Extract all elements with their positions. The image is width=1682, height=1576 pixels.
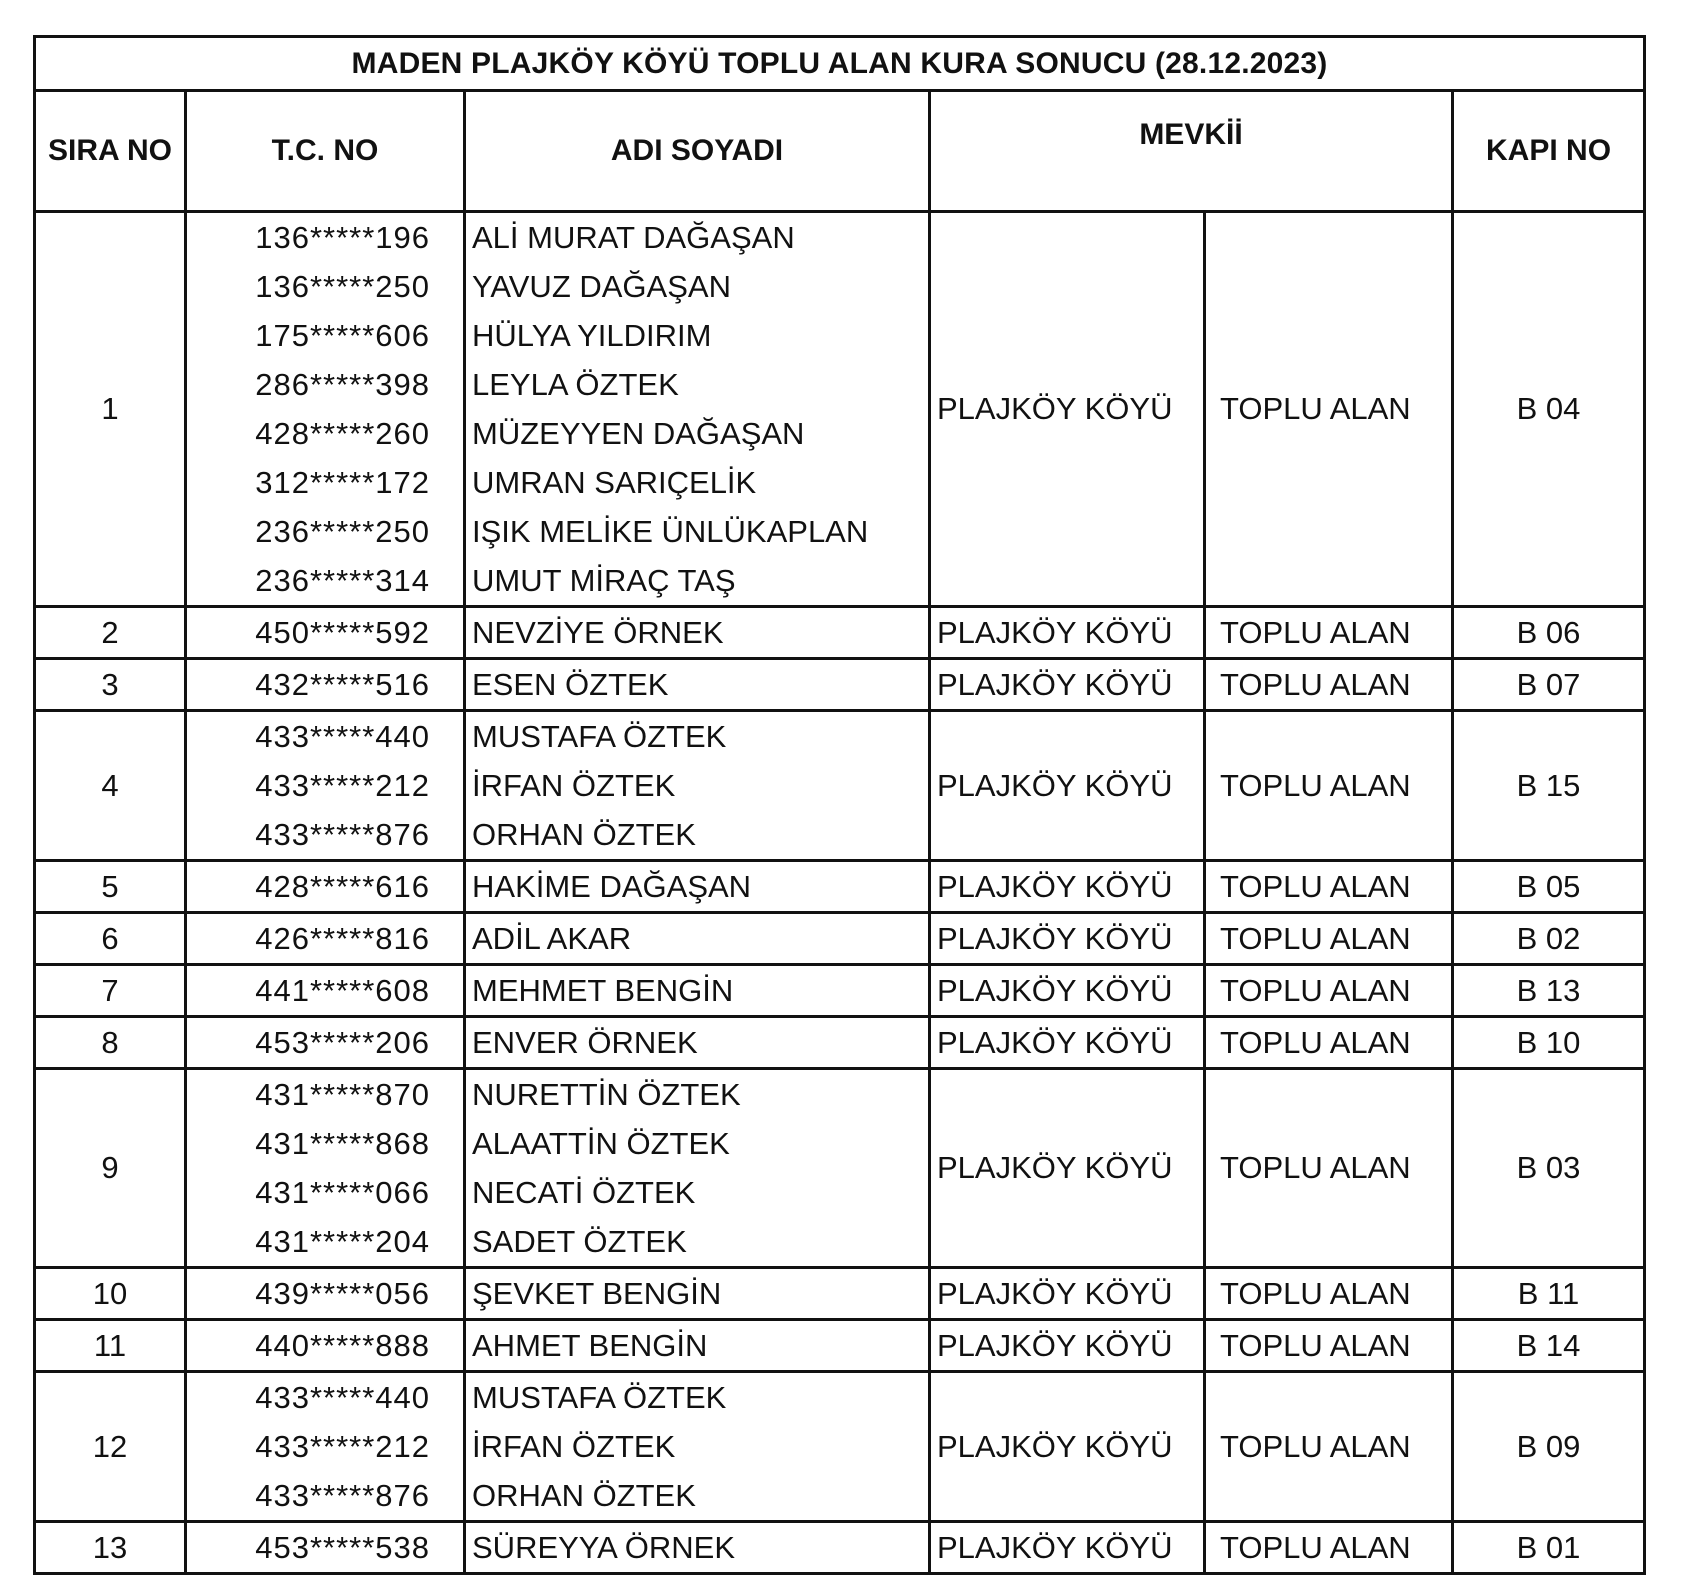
- person-name: ESEN ÖZTEK: [472, 667, 669, 702]
- mevkii-village-cell: PLAJKÖY KÖYÜ: [930, 1017, 1205, 1069]
- name-cell: [465, 1069, 930, 1268]
- tc-no-value: 432*****516: [255, 667, 430, 702]
- person-name: ADİL AKAR: [472, 921, 632, 956]
- tc-no-cell: [186, 659, 465, 711]
- tc-no-value: 136*****196: [255, 220, 430, 255]
- mevkii-village-cell: PLAJKÖY KÖYÜ: [930, 212, 1205, 607]
- person-name: ALAATTİN ÖZTEK: [472, 1126, 730, 1161]
- table-row: [35, 1069, 1645, 1268]
- tc-no-value: 433*****876: [255, 1478, 430, 1513]
- person-name: ALİ MURAT DAĞAŞAN: [472, 220, 795, 255]
- person-name: NECATİ ÖZTEK: [472, 1175, 696, 1210]
- sira-no-cell: 5: [35, 861, 186, 913]
- name-cell: [465, 1320, 930, 1372]
- person-name: ŞEVKET BENGİN: [472, 1276, 722, 1311]
- results-table: [33, 35, 1646, 1575]
- person-name: LEYLA ÖZTEK: [472, 367, 679, 402]
- header-adi-soyadi: ADI SOYADI: [465, 91, 930, 212]
- kapi-no-cell: B 15: [1453, 711, 1645, 861]
- table-row: [35, 212, 1645, 607]
- header-sira-no: SIRA NO: [35, 91, 186, 212]
- sira-no-cell: 1: [35, 212, 186, 607]
- sira-no-cell: 9: [35, 1069, 186, 1268]
- mevkii-area-cell: TOPLU ALAN: [1205, 1372, 1453, 1522]
- person-name: AHMET BENGİN: [472, 1328, 708, 1363]
- tc-no-cell: [186, 212, 465, 607]
- tc-no-cell: [186, 1320, 465, 1372]
- mevkii-area-cell: TOPLU ALAN: [1205, 711, 1453, 861]
- person-name: ORHAN ÖZTEK: [472, 817, 696, 852]
- name-cell: [465, 1372, 930, 1522]
- mevkii-village-cell: PLAJKÖY KÖYÜ: [930, 607, 1205, 659]
- kapi-no-cell: B 02: [1453, 913, 1645, 965]
- name-cell: [465, 659, 930, 711]
- mevkii-area-cell: TOPLU ALAN: [1205, 861, 1453, 913]
- tc-no-value: 433*****440: [255, 719, 430, 754]
- sira-no-cell: 7: [35, 965, 186, 1017]
- kapi-no-cell: B 05: [1453, 861, 1645, 913]
- mevkii-village-cell: PLAJKÖY KÖYÜ: [930, 659, 1205, 711]
- kapi-no-cell: B 11: [1453, 1268, 1645, 1320]
- mevkii-area-cell: TOPLU ALAN: [1205, 1522, 1453, 1574]
- mevkii-area-cell: TOPLU ALAN: [1205, 1320, 1453, 1372]
- name-cell: [465, 861, 930, 913]
- table-row: [35, 965, 1645, 1017]
- header-mevkii: MEVKİİ: [930, 91, 1453, 212]
- kapi-no-cell: B 03: [1453, 1069, 1645, 1268]
- tc-no-value: 431*****066: [255, 1175, 430, 1210]
- tc-no-cell: [186, 711, 465, 861]
- mevkii-village-cell: PLAJKÖY KÖYÜ: [930, 1320, 1205, 1372]
- person-name: IŞIK MELİKE ÜNLÜKAPLAN: [472, 514, 869, 549]
- tc-no-cell: [186, 861, 465, 913]
- person-name: YAVUZ DAĞAŞAN: [472, 269, 731, 304]
- tc-no-value: 428*****616: [255, 869, 430, 904]
- table-row: [35, 1017, 1645, 1069]
- person-name: ORHAN ÖZTEK: [472, 1478, 696, 1513]
- tc-no-cell: [186, 1372, 465, 1522]
- tc-no-value: 453*****538: [255, 1530, 430, 1565]
- tc-no-value: 431*****868: [255, 1126, 430, 1161]
- mevkii-area-cell: TOPLU ALAN: [1205, 607, 1453, 659]
- person-name: HAKİME DAĞAŞAN: [472, 869, 752, 904]
- kapi-no-cell: B 06: [1453, 607, 1645, 659]
- mevkii-area-cell: TOPLU ALAN: [1205, 913, 1453, 965]
- tc-no-value: 431*****204: [255, 1224, 430, 1259]
- tc-no-cell: [186, 1268, 465, 1320]
- header-kapi-no: KAPI NO: [1453, 91, 1645, 212]
- tc-no-value: 428*****260: [255, 416, 430, 451]
- tc-no-cell: [186, 1069, 465, 1268]
- kapi-no-cell: B 04: [1453, 212, 1645, 607]
- tc-no-cell: [186, 1522, 465, 1574]
- name-cell: [465, 1268, 930, 1320]
- table-row: [35, 607, 1645, 659]
- mevkii-village-cell: PLAJKÖY KÖYÜ: [930, 1268, 1205, 1320]
- sira-no-cell: 8: [35, 1017, 186, 1069]
- person-name: SADET ÖZTEK: [472, 1224, 687, 1259]
- mevkii-village-cell: PLAJKÖY KÖYÜ: [930, 913, 1205, 965]
- tc-no-value: 440*****888: [255, 1328, 430, 1363]
- tc-no-cell: [186, 965, 465, 1017]
- person-name: MEHMET BENGİN: [472, 973, 734, 1008]
- tc-no-value: 433*****212: [255, 768, 430, 803]
- sira-no-cell: 12: [35, 1372, 186, 1522]
- person-name: İRFAN ÖZTEK: [472, 768, 676, 803]
- mevkii-village-cell: PLAJKÖY KÖYÜ: [930, 861, 1205, 913]
- tc-no-value: 312*****172: [255, 465, 430, 500]
- tc-no-value: 433*****440: [255, 1380, 430, 1415]
- tc-no-value: 236*****250: [255, 514, 430, 549]
- lottery-results-sheet: [33, 35, 1643, 1575]
- name-cell: [465, 1522, 930, 1574]
- sira-no-cell: 2: [35, 607, 186, 659]
- person-name: NEVZİYE ÖRNEK: [472, 615, 724, 650]
- kapi-no-cell: B 14: [1453, 1320, 1645, 1372]
- table-row: [35, 1522, 1645, 1574]
- tc-no-value: 236*****314: [255, 563, 430, 598]
- tc-no-value: 286*****398: [255, 367, 430, 402]
- person-name: NURETTİN ÖZTEK: [472, 1077, 741, 1112]
- tc-no-cell: [186, 1017, 465, 1069]
- person-name: MUSTAFA ÖZTEK: [472, 1380, 727, 1415]
- mevkii-area-cell: TOPLU ALAN: [1205, 1017, 1453, 1069]
- name-cell: [465, 711, 930, 861]
- kapi-no-cell: B 13: [1453, 965, 1645, 1017]
- name-cell: [465, 913, 930, 965]
- kapi-no-cell: B 07: [1453, 659, 1645, 711]
- table-row: [35, 659, 1645, 711]
- tc-no-value: 453*****206: [255, 1025, 430, 1060]
- person-name: UMUT MİRAÇ TAŞ: [472, 563, 736, 598]
- sira-no-cell: 13: [35, 1522, 186, 1574]
- table-row: [35, 1268, 1645, 1320]
- person-name: İRFAN ÖZTEK: [472, 1429, 676, 1464]
- mevkii-area-cell: TOPLU ALAN: [1205, 659, 1453, 711]
- kapi-no-cell: B 01: [1453, 1522, 1645, 1574]
- mevkii-area-cell: TOPLU ALAN: [1205, 212, 1453, 607]
- mevkii-village-cell: PLAJKÖY KÖYÜ: [930, 711, 1205, 861]
- tc-no-value: 433*****876: [255, 817, 430, 852]
- sira-no-cell: 10: [35, 1268, 186, 1320]
- tc-no-value: 441*****608: [255, 973, 430, 1008]
- table-row: [35, 1320, 1645, 1372]
- kapi-no-cell: B 09: [1453, 1372, 1645, 1522]
- mevkii-village-cell: PLAJKÖY KÖYÜ: [930, 1522, 1205, 1574]
- tc-no-cell: [186, 913, 465, 965]
- results-body: [35, 212, 1645, 1574]
- tc-no-value: 450*****592: [255, 615, 430, 650]
- person-name: MUSTAFA ÖZTEK: [472, 719, 727, 754]
- tc-no-value: 439*****056: [255, 1276, 430, 1311]
- tc-no-value: 175*****606: [255, 318, 430, 353]
- mevkii-village-cell: PLAJKÖY KÖYÜ: [930, 965, 1205, 1017]
- table-row: [35, 861, 1645, 913]
- tc-no-cell: [186, 607, 465, 659]
- tc-no-value: 431*****870: [255, 1077, 430, 1112]
- person-name: SÜREYYA ÖRNEK: [472, 1530, 736, 1565]
- person-name: ENVER ÖRNEK: [472, 1025, 698, 1060]
- name-cell: [465, 1017, 930, 1069]
- tc-no-value: 136*****250: [255, 269, 430, 304]
- table-row: [35, 1372, 1645, 1522]
- name-cell: [465, 607, 930, 659]
- header-tc-no: T.C. NO: [186, 91, 465, 212]
- name-cell: [465, 965, 930, 1017]
- document-title: MADEN PLAJKÖY KÖYÜ TOPLU ALAN KURA SONUCU (28.12.2023): [35, 37, 1645, 91]
- person-name: HÜLYA YILDIRIM: [472, 318, 712, 353]
- tc-no-value: 426*****816: [255, 921, 430, 956]
- tc-no-value: 433*****212: [255, 1429, 430, 1464]
- sira-no-cell: 11: [35, 1320, 186, 1372]
- sira-no-cell: 4: [35, 711, 186, 861]
- person-name: MÜZEYYEN DAĞAŞAN: [472, 416, 805, 451]
- kapi-no-cell: B 10: [1453, 1017, 1645, 1069]
- mevkii-village-cell: PLAJKÖY KÖYÜ: [930, 1372, 1205, 1522]
- mevkii-village-cell: PLAJKÖY KÖYÜ: [930, 1069, 1205, 1268]
- mevkii-area-cell: TOPLU ALAN: [1205, 1268, 1453, 1320]
- table-row: [35, 913, 1645, 965]
- sira-no-cell: 6: [35, 913, 186, 965]
- mevkii-area-cell: TOPLU ALAN: [1205, 1069, 1453, 1268]
- person-name: UMRAN SARIÇELİK: [472, 465, 757, 500]
- mevkii-area-cell: TOPLU ALAN: [1205, 965, 1453, 1017]
- sira-no-cell: 3: [35, 659, 186, 711]
- table-row: [35, 711, 1645, 861]
- name-cell: [465, 212, 930, 607]
